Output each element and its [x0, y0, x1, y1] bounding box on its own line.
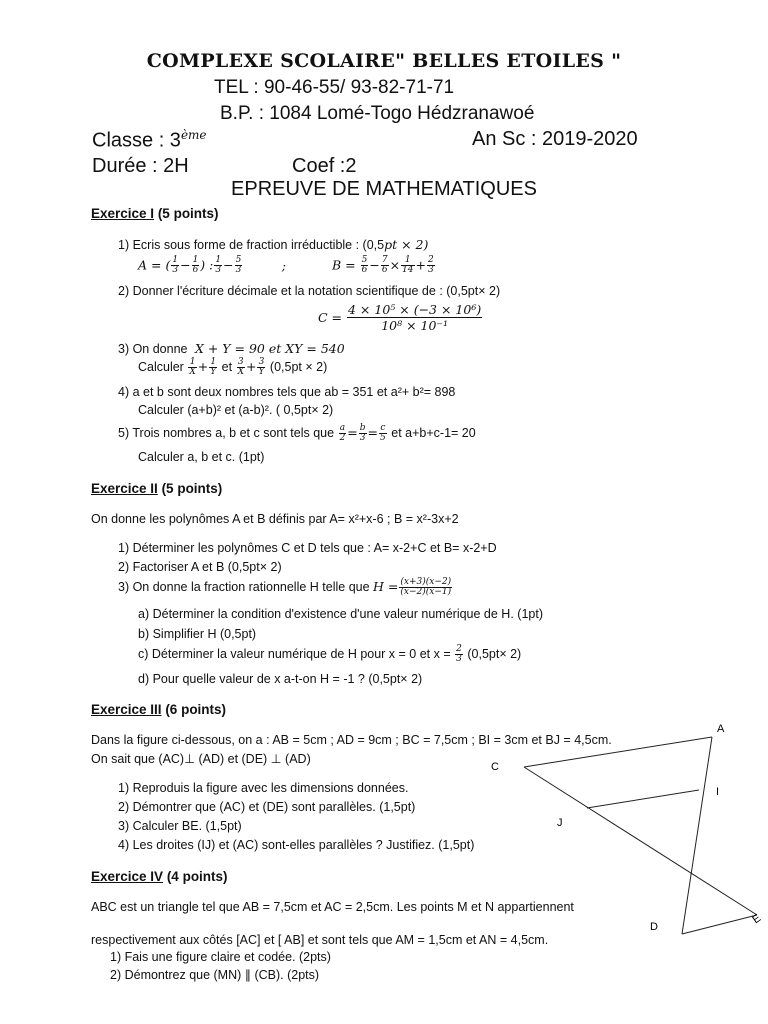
- exam-title: EPREUVE DE MATHEMATIQUES: [231, 178, 537, 200]
- segment-AD: [682, 737, 712, 934]
- ex2-q3d: d) Pour quelle valeur de x a-t-on H = -1 ? (0,5pt× 2): [138, 672, 423, 686]
- ex1-q1-expr-B: B = $\frac{5}{6}$ − $\frac{7}{6}$ × $\frac{1}{14}$ + $\frac{2}{3}$: [332, 255, 434, 275]
- ex3-intro-1: Dans la figure ci-dessous, on a : AB = 5cm ; AD = 9cm ; BC = 7,5cm ; BI = 3cm et BJ = 4,5cm.: [91, 733, 612, 747]
- exercise-2-heading: Exercice II (5 points): [91, 481, 223, 496]
- exercise-3-heading: Exercice III (6 points): [91, 702, 227, 717]
- point-A-label: A: [717, 723, 725, 735]
- ex1-q3: 3) On donne X + Y = 90 et XY = 540: [118, 341, 345, 356]
- ex1-q2-expr-C: C = $\frac{\text{4 × 10⁵ × (−3 × 10⁶)}}{\text{10⁸ × 10⁻¹}}$: [318, 302, 482, 333]
- coefficient: Coef :2: [292, 155, 357, 177]
- exercise-4-heading: Exercice IV (4 points): [91, 869, 228, 884]
- ex3-q1: 1) Reproduis la figure avec les dimensions données.: [118, 781, 409, 795]
- ex2-q3: 3) On donne la fraction rationnelle H telle que H = $\frac{(x+3)(x-2)}{(x-2)(x-1)}$: [118, 577, 452, 597]
- ex4-q2: 2) Démontrez que (MN) ∥ (CB). (2pts): [110, 968, 320, 982]
- ex4-intro-2: respectivement aux côtés [AC] et [ AB] et sont tels que AM = 1,5cm et AN = 4,5cm.: [91, 933, 549, 947]
- school-year: An Sc : 2019-2020: [472, 128, 638, 150]
- ex2-q1: 1) Déterminer les polynômes C et D tels que : A= x-2+C et B= x-2+D: [118, 541, 497, 555]
- ex1-q2: 2) Donner l'écriture décimale et la notation scientifique de : (0,5pt× 2): [118, 284, 501, 298]
- ex4-q1: 1) Fais une figure claire et codée. (2pts): [110, 950, 331, 964]
- ex2-q3c: c) Déterminer la valeur numérique de H pour x = 0 et x = $\frac{2}{3}$ (0,5pt× 2): [138, 644, 522, 664]
- ex2-intro: On donne les polynômes A et B définis par A= x²+x-6 ; B = x²-3x+2: [91, 512, 459, 526]
- ex2-q3b: b) Simplifier H (0,5pt): [138, 627, 257, 641]
- ex1-q5: 5) Trois nombres a, b et c sont tels que $\frac{a}{2}$ = $\frac{b}{3}$ = $\frac{c}{5}$ et a+b+c-1= 20: [118, 423, 476, 443]
- segment-DE: [682, 915, 757, 934]
- ex2-q3a: a) Déterminer la condition d'existence d'une valeur numérique de H. (1pt): [138, 607, 543, 621]
- point-I-label: I: [716, 786, 720, 798]
- class-label: Classe : 3ème: [92, 128, 207, 152]
- ex4-intro-1: ABC est un triangle tel que AB = 7,5cm et AC = 2,5cm. Les points M et N appartiennent: [91, 900, 574, 914]
- ex1-q1: 1) Ecris sous forme de fraction irréductible : (0,5pt × 2): [118, 237, 429, 252]
- point-E-label: E: [750, 912, 764, 927]
- school-phone: TEL : 90-46-55/ 93-82-71-71: [214, 77, 455, 98]
- ex1-q4: 4) a et b sont deux nombres tels que ab = 351 et a²+ b²= 898: [118, 385, 456, 399]
- ex2-q2: 2) Factoriser A et B (0,5pt× 2): [118, 560, 282, 574]
- exercise-1-heading: Exercice I (5 points): [91, 206, 219, 221]
- ex1-q4-calc: Calculer (a+b)² et (a-b)². ( 0,5pt× 2): [138, 403, 334, 417]
- ex1-q3-calc: Calculer $\frac{1}{X}$ + $\frac{1}{Y}$ et $\frac{3}{X}$ + $\frac{3}{Y}$ (0,5pt × 2): [138, 357, 328, 377]
- ex3-q3: 3) Calculer BE. (1,5pt): [118, 819, 242, 833]
- ex3-q4: 4) Les droites (IJ) et (AC) sont-elles parallèles ? Justifiez. (1,5pt): [118, 838, 475, 852]
- school-address: B.P. : 1084 Lomé-Togo Hédzranawoé: [220, 103, 535, 124]
- ex3-intro-2: On sait que (AC)⊥ (AD) et (DE) ⊥ (AD): [91, 752, 311, 766]
- ex1-q1-expr-A: A = ( $\frac{1}{3}$ − $\frac{1}{6}$ ) : $\frac{1}{3}$ − $\frac{5}{3}$ ;: [138, 255, 286, 275]
- segment-CA: [524, 737, 712, 767]
- segment-CE: [524, 767, 757, 915]
- point-J-label: J: [557, 817, 563, 829]
- duration: Durée : 2H: [92, 155, 189, 177]
- school-name: COMPLEXE SCOLAIRE" BELLES ETOILES ": [146, 50, 622, 72]
- point-C-label: C: [491, 761, 499, 773]
- segment-JI: [587, 790, 699, 808]
- ex3-q2: 2) Démontrer que (AC) et (DE) sont parallèles. (1,5pt): [118, 800, 416, 814]
- point-D-label: D: [650, 921, 658, 933]
- ex1-q5-calc: Calculer a, b et c. (1pt): [138, 450, 265, 464]
